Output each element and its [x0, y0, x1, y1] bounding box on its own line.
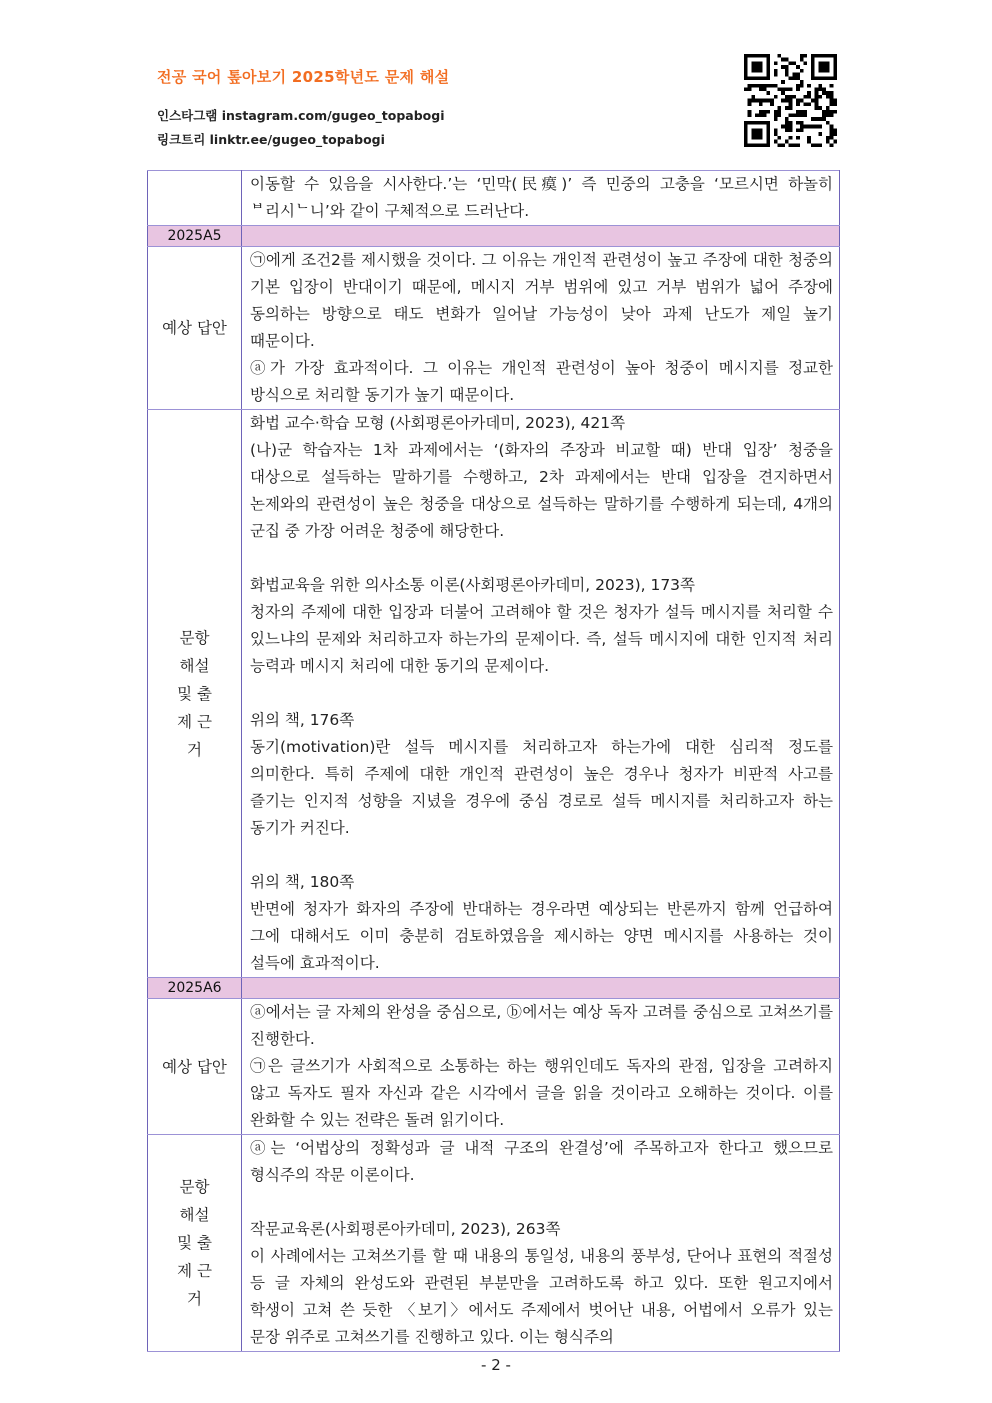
explanation-paragraph: ⓐ는 ‘어법상의 정확성과 글 내적 구조의 완결성’에 주목하고자 한다고 했으므로 형식주의 작문 이론이다. — [250, 1139, 833, 1184]
answer-label: 예상 답안 — [148, 247, 242, 410]
explanation-label: 문항 해설 및 출제 근거 — [148, 410, 242, 978]
explanation-paragraph: 화법교육을 위한 의사소통 이론(사회평론아카데미, 2023), 173쪽 — [250, 576, 696, 594]
answer-paragraph: ㉠에게 조건2를 제시했을 것이다. 그 이유는 개인적 관련성이 높고 주장에 대한 청중의 기본 입장이 반대이기 때문에, 메시지 거부 범위에 있고 거부 범위가 넓어 주장에 동의하는 방향으로 태도 변화가 일어날 가능성이 낮아 과제 난도가 제일 높기 때문이다. — [250, 251, 833, 350]
blank-line — [250, 842, 833, 869]
instagram-link[interactable]: 인스타그램 instagram.com/gugeo_topabogi — [157, 108, 445, 123]
section-code: 2025A5 — [148, 226, 242, 247]
linktree-link[interactable]: 링크트리 linktr.ee/gugeo_topabogi — [157, 132, 385, 147]
answer-cell — [242, 999, 840, 1135]
blank-line — [250, 545, 833, 572]
page-number: - 2 - — [481, 1356, 511, 1374]
qr-code-icon — [744, 54, 837, 147]
explanation-paragraph: 반면에 청자가 화자의 주장에 반대하는 경우라면 예상되는 반론까지 함께 언급하여 그에 대해서도 이미 충분히 검토하였음을 제시하는 양면 메시지를 사용하는 것이 설득에 효과적이다. — [250, 900, 833, 972]
carry-over-cell — [242, 171, 840, 226]
explanation-paragraph: 동기(motivation)란 설득 메시지를 처리하고자 하는가에 대한 심리적 정도를 의미한다. 특히 주제에 대한 개인적 관련성이 높은 경우나 청자가 비판적 사고를 즐기는 인지적 성향을 지녔을 경우에 중심 경로로 설득 메시지를 처리하고자 하는 동기가 커진다. — [250, 738, 833, 837]
section-bar — [242, 978, 840, 999]
carry-over-label-cell — [148, 171, 242, 226]
page-title: 전공 국어 톺아보기 2025학년도 문제 해설 — [157, 68, 450, 86]
blank-line — [250, 1189, 833, 1216]
explanation-paragraph: 화법 교수·학습 모형 (사회평론아카데미, 2023), 421쪽 — [250, 414, 626, 432]
explanation-paragraph: 이 사례에서는 고쳐쓰기를 할 때 내용의 통일성, 내용의 풍부성, 단어나 표현의 적절성 등 글 자체의 완성도와 관련된 부분만을 고려하도록 하고 있다. 또한 원고지에서 학생이 고쳐 쓴 듯한 〈보기〉에서도 주제에서 벗어난 내용, 어법에서 오류가 있는 문장 위주로 고쳐쓰기를 진행하고 있다. 이는 형식주의 — [250, 1247, 833, 1346]
explanation-cell — [242, 1135, 840, 1352]
explanation-paragraph: 작문교육론(사회평론아카데미, 2023), 263쪽 — [250, 1220, 561, 1238]
answer-cell — [242, 247, 840, 410]
answer-paragraph: ㉠은 글쓰기가 사회적으로 소통하는 하는 행위인데도 독자의 관점, 입장을 고려하지 않고 독자도 필자 자신과 같은 시각에서 글을 읽을 것이라고 오해하는 것이다. 이를 완화할 수 있는 전략은 돌려 읽기이다. — [250, 1057, 833, 1129]
explanation-cell — [242, 410, 840, 978]
explanation-paragraph: (나)군 학습자는 1차 과제에서는 ‘(화자의 주장과 비교할 때) 반대 입장’ 청중을 대상으로 설득하는 말하기를 수행하고, 2차 과제에서는 반대 입장을 견지하면서 논제와의 관련성이 높은 청중을 대상으로 설득하는 말하기를 수행하게 되는데, 4개의 군집 중 가장 어려운 청중에 해당한다. — [250, 441, 833, 540]
blank-line — [250, 680, 833, 707]
section-code: 2025A6 — [148, 978, 242, 999]
explanation-paragraph: 위의 책, 176쪽 — [250, 711, 355, 729]
carry-over-text: 이동할 수 있음을 시사한다.’는 ‘민막(民瘼)’ 즉 민중의 고충을 ‘모르시면 하놀히 ᄇ리시ᄂ니’와 같이 구체적으로 드러난다. — [250, 175, 833, 220]
answer-paragraph: ⓐ에서는 글 자체의 완성을 중심으로, ⓑ에서는 예상 독자 고려를 중심으로 고쳐쓰기를 진행한다. — [250, 1003, 833, 1048]
explanation-paragraph: 위의 책, 180쪽 — [250, 873, 355, 891]
explanation-paragraph: 청자의 주제에 대한 입장과 더불어 고려해야 할 것은 청자가 설득 메시지를 처리할 수 있느냐의 문제와 처리하고자 하는가의 문제이다. 즉, 설득 메시지에 대한 인지적 처리 능력과 메시지 처리에 대한 동기의 문제이다. — [250, 603, 833, 675]
answer-paragraph: ⓐ가 가장 효과적이다. 그 이유는 개인적 관련성이 높아 청중이 메시지를 정교한 방식으로 처리할 동기가 높기 때문이다. — [250, 359, 833, 404]
answer-label: 예상 답안 — [148, 999, 242, 1135]
explanation-label: 문항 해설 및 출제 근거 — [148, 1135, 242, 1352]
section-bar — [242, 226, 840, 247]
explanation-table — [147, 170, 840, 1352]
